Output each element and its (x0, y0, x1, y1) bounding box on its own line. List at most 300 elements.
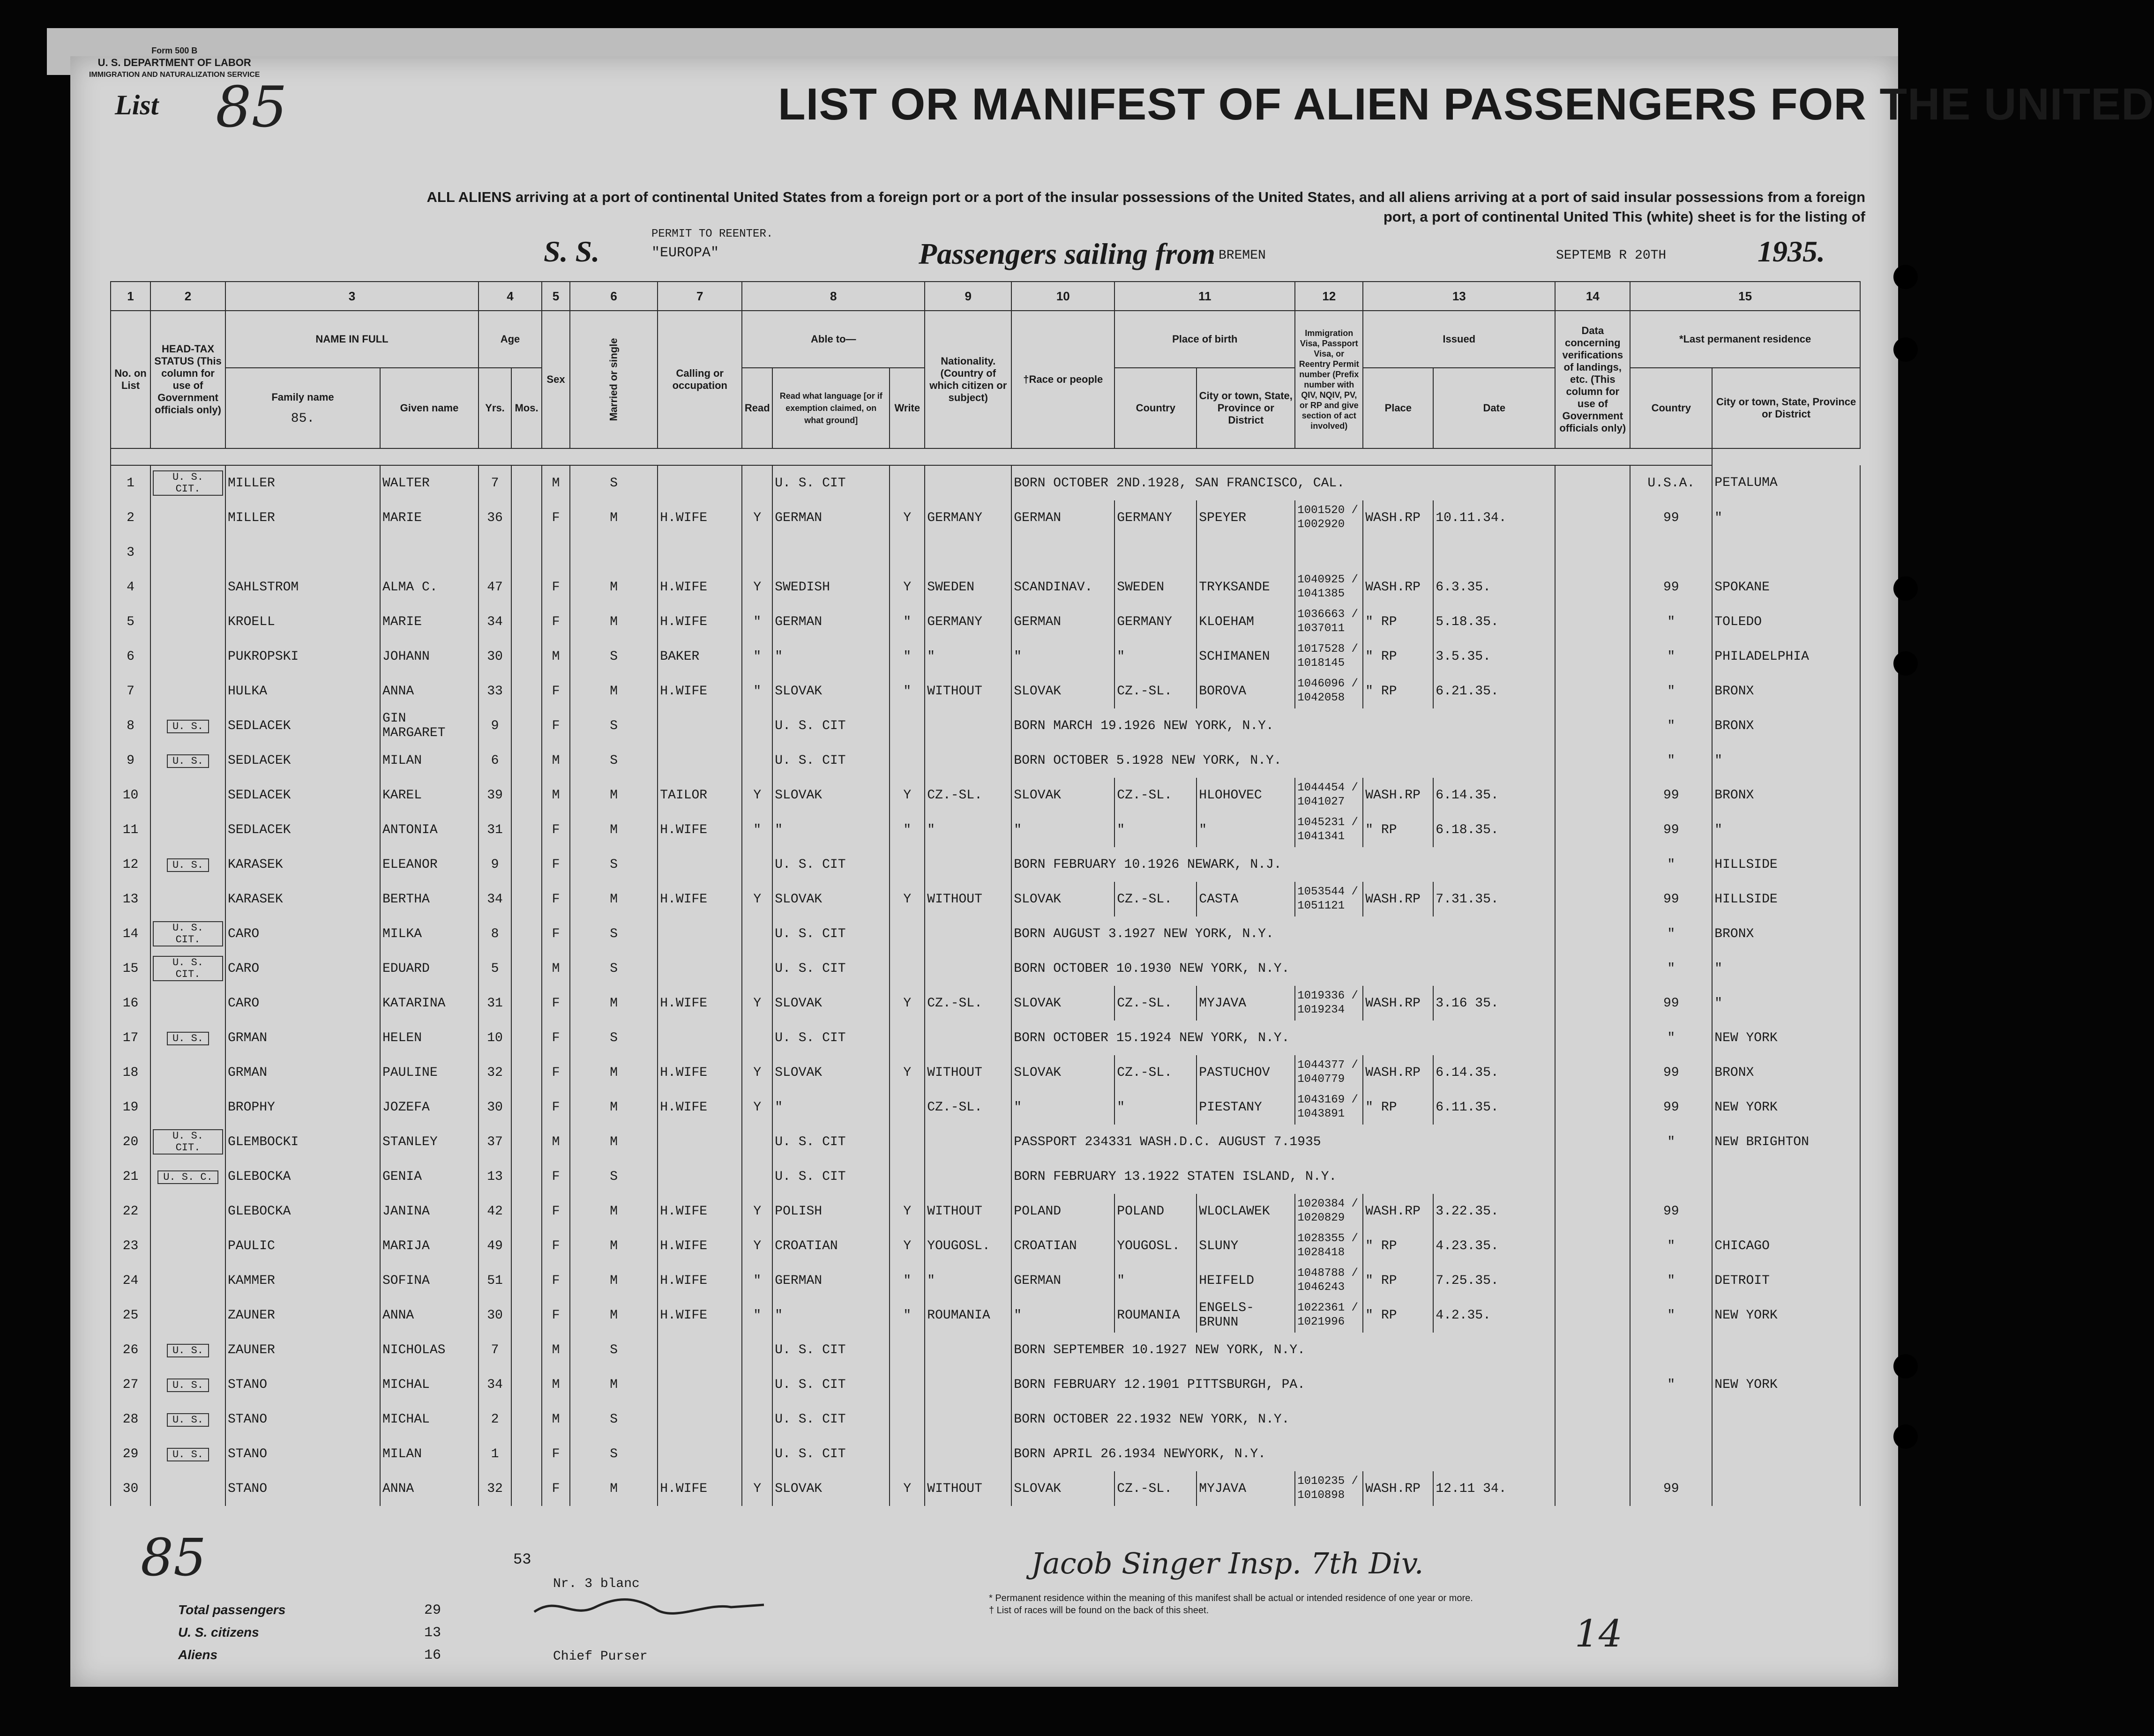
sex (542, 535, 570, 570)
read-language: " (772, 1298, 890, 1333)
head-tax-status (150, 1471, 225, 1506)
read-language: SLOVAK (772, 1055, 890, 1090)
header-married (570, 311, 658, 448)
read-language: U. S. CIT (772, 1367, 890, 1402)
can-write: " (890, 1263, 925, 1298)
head-tax-status (150, 847, 225, 882)
verification (1555, 1298, 1630, 1333)
nationality (925, 743, 1011, 778)
us-citizens-line (178, 1625, 506, 1647)
race: CROATIAN (1011, 1229, 1114, 1263)
sailing-year: 1935. (1758, 235, 1825, 268)
verification (1555, 1333, 1630, 1367)
list-reference: 85. (291, 411, 315, 426)
sex: M (542, 743, 570, 778)
family-name: CARO (225, 986, 380, 1021)
residence-country: " (1630, 1367, 1712, 1402)
issued-place: WASH.RP (1363, 986, 1433, 1021)
residence-city: BRONX (1712, 916, 1860, 951)
nationality: CZ.-SL. (925, 1090, 1011, 1125)
head-tax-status (150, 465, 225, 500)
given-name: JOZEFA (380, 1090, 479, 1125)
marital-status: M (570, 1125, 658, 1159)
race: " (1011, 1298, 1114, 1333)
race: BORN FEBRUARY 13.1922 STATEN ISLAND, N.Y. (1011, 1159, 1555, 1194)
column-number: 7 (658, 282, 742, 311)
can-write (890, 465, 925, 500)
column-number: 14 (1555, 282, 1630, 311)
age-months (511, 1263, 542, 1298)
race: BORN AUGUST 3.1927 NEW YORK, N.Y. (1011, 916, 1555, 951)
birth-city: WLOCLAWEK (1197, 1194, 1295, 1229)
can-write: Y (890, 1229, 925, 1263)
given-name: KAREL (380, 778, 479, 812)
head-tax-status (150, 882, 225, 916)
age-years: 37 (479, 1125, 511, 1159)
birth-city: ENGELS-BRUNN (1197, 1298, 1295, 1333)
binder-hole (1893, 651, 1918, 676)
marital-status: S (570, 951, 658, 986)
head-tax-box: U. S. CIT. (153, 921, 223, 946)
visa-number: 1043169 / 1043891 (1295, 1090, 1363, 1125)
sex: M (542, 639, 570, 674)
residence-city: BRONX (1712, 674, 1860, 708)
head-tax-status (150, 674, 225, 708)
residence-country: 99 (1630, 1194, 1712, 1229)
sex: F (542, 812, 570, 847)
issued-date: 4.23.35. (1433, 1229, 1555, 1263)
row-number: 16 (111, 986, 150, 1021)
row-number: 25 (111, 1298, 150, 1333)
occupation: H.WIFE (658, 1298, 742, 1333)
nationality (925, 465, 1011, 500)
can-write (890, 535, 925, 570)
race: SCANDINAV. (1011, 570, 1114, 604)
residence-city: " (1712, 500, 1860, 535)
occupation: H.WIFE (658, 882, 742, 916)
verification (1555, 1159, 1630, 1194)
verification (1555, 708, 1630, 743)
birth-country: " (1114, 1263, 1197, 1298)
birth-city: TRYKSANDE (1197, 570, 1295, 604)
issued-place: WASH.RP (1363, 882, 1433, 916)
residence-city: DETROIT (1712, 1263, 1860, 1298)
age-months (511, 674, 542, 708)
ss-label: S. S. (544, 235, 600, 268)
can-write (890, 1402, 925, 1437)
verification (1555, 1263, 1630, 1298)
passenger-row (111, 1159, 1860, 1194)
residence-city: " (1712, 951, 1860, 986)
passenger-row (111, 1402, 1860, 1437)
sex: M (542, 1367, 570, 1402)
head-tax-status (150, 1090, 225, 1125)
given-name: ALMA C. (380, 570, 479, 604)
race: PASSPORT 234331 WASH.D.C. AUGUST 7.1935 (1011, 1125, 1555, 1159)
head-tax-box: U. S. (167, 1032, 209, 1045)
passenger-row (111, 535, 1860, 570)
age-years: 7 (479, 465, 511, 500)
issued-place: " RP (1363, 812, 1433, 847)
age-years: 42 (479, 1194, 511, 1229)
column-number: 11 (1114, 282, 1295, 311)
family-name: KARASEK (225, 847, 380, 882)
visa-number: 1010235 / 1010898 (1295, 1471, 1363, 1506)
issued-date: 6.3.35. (1433, 570, 1555, 604)
read-language: GERMAN (772, 500, 890, 535)
race (1011, 535, 1114, 570)
header-able-to: Able to— (742, 311, 925, 368)
occupation (658, 465, 742, 500)
nationality (925, 951, 1011, 986)
sex: F (542, 604, 570, 639)
residence-country: " (1630, 1125, 1712, 1159)
head-tax-status (150, 1402, 225, 1437)
aliens-value: 16 (424, 1647, 441, 1663)
residence-city (1712, 1471, 1860, 1506)
age-months (511, 882, 542, 916)
race: BORN SEPTEMBER 10.1927 NEW YORK, N.Y. (1011, 1333, 1555, 1367)
family-name: HULKA (225, 674, 380, 708)
sex: F (542, 1055, 570, 1090)
residence-city: BRONX (1712, 1055, 1860, 1090)
issued-place: WASH.RP (1363, 1194, 1433, 1229)
issued-place: WASH.RP (1363, 500, 1433, 535)
verification (1555, 570, 1630, 604)
column-number: 13 (1363, 282, 1555, 311)
departure-port: BREMEN (1219, 248, 1266, 263)
column-number: 9 (925, 282, 1011, 311)
head-tax-status (150, 500, 225, 535)
visa-number: 1053544 / 1051121 (1295, 882, 1363, 916)
occupation (658, 1437, 742, 1471)
occupation: H.WIFE (658, 1471, 742, 1506)
sex: F (542, 1090, 570, 1125)
age-months (511, 986, 542, 1021)
sex: M (542, 1402, 570, 1437)
sex: F (542, 1263, 570, 1298)
given-name: NICHOLAS (380, 1333, 479, 1367)
race: BORN OCTOBER 5.1928 NEW YORK, N.Y. (1011, 743, 1555, 778)
issued-date: 6.21.35. (1433, 674, 1555, 708)
residence-city (1712, 1437, 1860, 1471)
head-tax-status (150, 639, 225, 674)
can-write (890, 916, 925, 951)
family-name: ZAUNER (225, 1333, 380, 1367)
family-name: STANO (225, 1471, 380, 1506)
age-months (511, 639, 542, 674)
marital-status: M (570, 1367, 658, 1402)
can-read (742, 1333, 772, 1367)
age-months (511, 604, 542, 639)
purser-signature-scribble (530, 1593, 769, 1621)
passenger-row (111, 882, 1860, 916)
head-tax-status (150, 1021, 225, 1055)
department-name: U. S. DEPARTMENT OF LABOR (97, 57, 251, 68)
marital-status: S (570, 1021, 658, 1055)
occupation: H.WIFE (658, 604, 742, 639)
age-months (511, 535, 542, 570)
can-write (890, 1021, 925, 1055)
verification (1555, 1402, 1630, 1437)
header-no-on-list: No. on List (111, 311, 150, 448)
residence-country: 99 (1630, 778, 1712, 812)
occupation (658, 1333, 742, 1367)
family-name: SEDLACEK (225, 743, 380, 778)
issued-date: 7.31.35. (1433, 882, 1555, 916)
sailing-label: Passengers sailing from (919, 237, 1215, 270)
birth-country: POLAND (1114, 1194, 1197, 1229)
residence-city: SPOKANE (1712, 570, 1860, 604)
marital-status: S (570, 639, 658, 674)
marital-status: M (570, 1298, 658, 1333)
footnote-residence: * Permanent residence within the meaning of this manifest shall be actual or intended residence of one year or more. (989, 1593, 1473, 1603)
head-tax-status (150, 1229, 225, 1263)
sex: F (542, 1298, 570, 1333)
verification (1555, 1194, 1630, 1229)
footnote-races: † List of races will be found on the back of this sheet. (989, 1605, 1209, 1616)
head-tax-box: U. S. (167, 754, 209, 768)
residence-country: " (1630, 743, 1712, 778)
binder-hole (1893, 1424, 1918, 1449)
passenger-row (111, 778, 1860, 812)
passenger-row (111, 1055, 1860, 1090)
birth-city: SPEYER (1197, 500, 1295, 535)
read-language: " (772, 1090, 890, 1125)
header-last-residence: *Last permanent residence (1630, 311, 1860, 368)
birth-city: BOROVA (1197, 674, 1295, 708)
read-language: CROATIAN (772, 1229, 890, 1263)
can-write: Y (890, 1471, 925, 1506)
given-name: MILAN (380, 1437, 479, 1471)
head-tax-box: U. S. (167, 1413, 209, 1427)
sex: F (542, 1229, 570, 1263)
family-name (225, 535, 380, 570)
birth-country: " (1114, 1090, 1197, 1125)
residence-country: " (1630, 1298, 1712, 1333)
family-name: SAHLSTROM (225, 570, 380, 604)
nationality: GERMANY (925, 604, 1011, 639)
marital-status: S (570, 465, 658, 500)
verification (1555, 743, 1630, 778)
column-number: 10 (1011, 282, 1114, 311)
race: " (1011, 639, 1114, 674)
read-language: U. S. CIT (772, 708, 890, 743)
birth-city: CASTA (1197, 882, 1295, 916)
verification (1555, 986, 1630, 1021)
issued-date: 6.18.35. (1433, 812, 1555, 847)
family-name: KROELL (225, 604, 380, 639)
can-read (742, 1402, 772, 1437)
sex: F (542, 500, 570, 535)
family-name: SEDLACEK (225, 812, 380, 847)
row-number: 26 (111, 1333, 150, 1367)
column-number-row (111, 282, 1860, 311)
visa-number: 1044377 / 1040779 (1295, 1055, 1363, 1090)
marital-status: M (570, 570, 658, 604)
age-months (511, 1021, 542, 1055)
sex: F (542, 1471, 570, 1506)
nationality (925, 1437, 1011, 1471)
occupation: H.WIFE (658, 1229, 742, 1263)
head-tax-box: U. S. (167, 858, 209, 872)
occupation (658, 1367, 742, 1402)
residence-country: " (1630, 708, 1712, 743)
age-years: 39 (479, 778, 511, 812)
header-head-tax: HEAD-TAX STATUS (This column for use of Government officials only) (150, 311, 225, 448)
row-number: 13 (111, 882, 150, 916)
can-write (890, 847, 925, 882)
issued-place: " RP (1363, 639, 1433, 674)
read-language: U. S. CIT (772, 951, 890, 986)
birth-country: ROUMANIA (1114, 1298, 1197, 1333)
age-months (511, 1055, 542, 1090)
can-read: " (742, 639, 772, 674)
read-language: " (772, 812, 890, 847)
age-months (511, 743, 542, 778)
header-nationality: Nationality. (Country of which citizen or subject) (925, 311, 1011, 448)
can-read: " (742, 1263, 772, 1298)
family-name: GLEBOCKA (225, 1194, 380, 1229)
read-language (772, 535, 890, 570)
age-years: 47 (479, 570, 511, 604)
verification (1555, 916, 1630, 951)
marital-status: S (570, 1333, 658, 1367)
row-number: 28 (111, 1402, 150, 1437)
column-number: 3 (225, 282, 479, 311)
residence-country: " (1630, 951, 1712, 986)
header-birth-country: Country (1114, 368, 1197, 448)
blanks-note: Nr. 3 blanc (553, 1577, 640, 1591)
birth-country: CZ.-SL. (1114, 882, 1197, 916)
race: BORN MARCH 19.1926 NEW YORK, N.Y. (1011, 708, 1555, 743)
race: BORN OCTOBER 10.1930 NEW YORK, N.Y. (1011, 951, 1555, 986)
nationality (925, 916, 1011, 951)
nationality: GERMANY (925, 500, 1011, 535)
binder-hole (1893, 337, 1918, 362)
age-years: 32 (479, 1055, 511, 1090)
race: " (1011, 1090, 1114, 1125)
birth-city: SCHIMANEN (1197, 639, 1295, 674)
row-number: 17 (111, 1021, 150, 1055)
age-months (511, 1090, 542, 1125)
birth-city: " (1197, 812, 1295, 847)
row-number: 15 (111, 951, 150, 986)
can-write: Y (890, 1055, 925, 1090)
sex: F (542, 570, 570, 604)
header-sex: Sex (542, 311, 570, 448)
family-name: MILLER (225, 465, 380, 500)
head-tax-status (150, 743, 225, 778)
given-name (380, 535, 479, 570)
birth-country: YOUGOSL. (1114, 1229, 1197, 1263)
birth-country: CZ.-SL. (1114, 674, 1197, 708)
marital-status: S (570, 1402, 658, 1437)
passenger-row (111, 570, 1860, 604)
age-years (479, 535, 511, 570)
can-read: Y (742, 570, 772, 604)
occupation (658, 743, 742, 778)
residence-city (1712, 1194, 1860, 1229)
birth-city: MYJAVA (1197, 1471, 1295, 1506)
marital-status: M (570, 1055, 658, 1090)
given-name: JANINA (380, 1194, 479, 1229)
nationality: " (925, 812, 1011, 847)
read-language: GERMAN (772, 1263, 890, 1298)
race: BORN OCTOBER 22.1932 NEW YORK, N.Y. (1011, 1402, 1555, 1437)
head-tax-status (150, 1437, 225, 1471)
residence-country: 99 (1630, 1471, 1712, 1506)
header-residence-country: Country (1630, 368, 1712, 448)
visa-number: 1019336 / 1019234 (1295, 986, 1363, 1021)
sex: M (542, 1333, 570, 1367)
read-language: U. S. CIT (772, 1125, 890, 1159)
given-name: MICHAL (380, 1402, 479, 1437)
given-name: BERTHA (380, 882, 479, 916)
issued-date: 4.2.35. (1433, 1298, 1555, 1333)
can-read: Y (742, 986, 772, 1021)
aliens-line (178, 1647, 506, 1670)
marital-status: M (570, 986, 658, 1021)
header-calling: Calling or occupation (658, 311, 742, 448)
residence-city: BRONX (1712, 778, 1860, 812)
row-number: 11 (111, 812, 150, 847)
sex: F (542, 1021, 570, 1055)
can-read: Y (742, 1090, 772, 1125)
issued-date: 7.25.35. (1433, 1263, 1555, 1298)
sex: M (542, 778, 570, 812)
row-number: 27 (111, 1367, 150, 1402)
verification (1555, 1437, 1630, 1471)
verification (1555, 1229, 1630, 1263)
can-write: " (890, 604, 925, 639)
header-race: †Race or people (1011, 311, 1114, 448)
age-months (511, 916, 542, 951)
visa-number: 1044454 / 1041027 (1295, 778, 1363, 812)
birth-country: " (1114, 812, 1197, 847)
nationality: SWEDEN (925, 570, 1011, 604)
can-read (742, 1437, 772, 1471)
family-name: STANO (225, 1437, 380, 1471)
header-place-of-birth: Place of birth (1114, 311, 1295, 368)
row-number: 23 (111, 1229, 150, 1263)
header-issued: Issued (1363, 311, 1555, 368)
can-read (742, 951, 772, 986)
list-number: 85 (216, 75, 287, 140)
issued-place: WASH.RP (1363, 1471, 1433, 1506)
age-months (511, 778, 542, 812)
verification (1555, 1367, 1630, 1402)
nationality (925, 708, 1011, 743)
purser-signature (530, 1593, 769, 1621)
head-tax-box: U. S. (167, 1448, 209, 1461)
header-name-in-full: NAME IN FULL (225, 311, 479, 368)
margin-handwritten-85: 85 (141, 1527, 206, 1587)
page-subtitle: ALL ALIENS arriving at a port of continental United States from a foreign port or a port of the insular possessions of the United States, and all aliens arriving at a port of said insular possessions from a foreign port, a port of continental United This (white) sheet is for the listing of (426, 189, 1865, 225)
verification (1555, 639, 1630, 674)
issued-date: 3.5.35. (1433, 639, 1555, 674)
visa-number: 1017528 / 1018145 (1295, 639, 1363, 674)
residence-country: " (1630, 916, 1712, 951)
residence-country: U.S.A. (1630, 465, 1712, 500)
header-residence-city: City or town, State, Province or District (1712, 368, 1860, 448)
head-tax-status (150, 604, 225, 639)
can-read: Y (742, 882, 772, 916)
given-name: MILAN (380, 743, 479, 778)
marital-status: M (570, 1471, 658, 1506)
given-name: EDUARD (380, 951, 479, 986)
can-read (742, 1367, 772, 1402)
